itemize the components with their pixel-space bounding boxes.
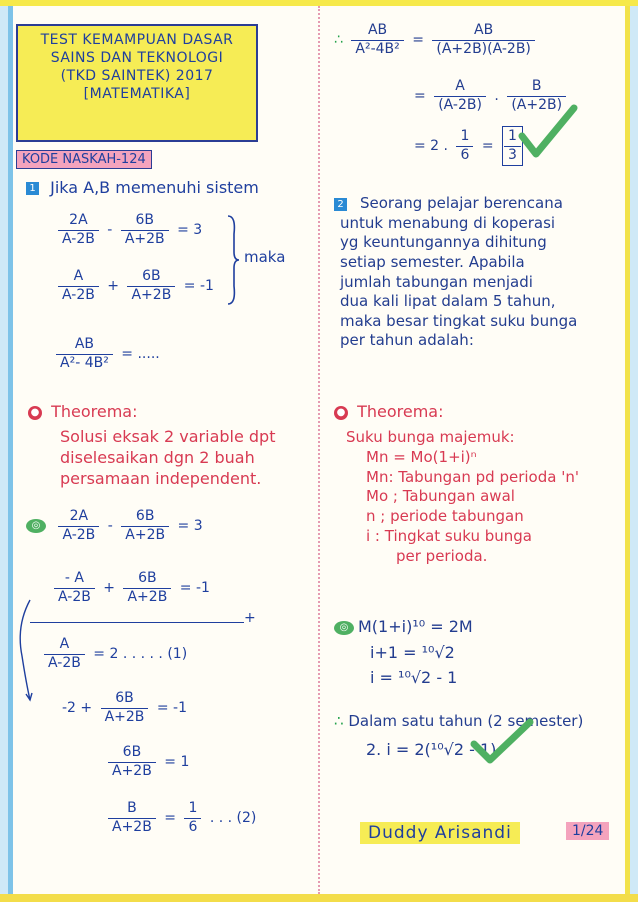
theorem2-title-row	[334, 402, 444, 422]
step-eq1	[26, 508, 203, 544]
eq1-den1: A-2B	[62, 230, 95, 247]
sol1-l1-num2: AB	[432, 22, 535, 41]
step2-op: +	[103, 580, 116, 596]
res3-den: A+2B	[112, 762, 152, 779]
step2-rhs: = -1	[179, 580, 210, 596]
sol1-l1-den2: (A+2B)(A-2B)	[436, 40, 531, 57]
theorem2-title: Theorema:	[357, 402, 444, 421]
result-2	[62, 690, 187, 726]
solution2-line-2: i+1 = ¹⁰√2	[370, 642, 455, 662]
eq1-num2: 6B	[121, 212, 169, 231]
theorem1-title-row	[28, 402, 138, 422]
checkmark-icon	[518, 104, 578, 160]
eq1-op: -	[107, 222, 113, 238]
title-line-4: [MATEMATIKA]	[83, 85, 191, 102]
theorem1-bullet-icon: ●	[28, 406, 42, 420]
sol1-l3-num1: 1	[456, 128, 473, 147]
theorem2-line-2: Mn = Mo(1+i)ⁿ	[366, 447, 477, 466]
problem2-line-3: yg keuntungannya dihitung	[340, 233, 547, 252]
problem1-statement: Jika A,B memenuhi sistem	[50, 178, 259, 197]
res1-num: A	[44, 636, 85, 655]
step2-num1: - A	[54, 570, 95, 589]
step2-den2: A+2B	[127, 588, 168, 605]
sol1-l3-den1: 6	[460, 146, 470, 163]
solution1-line1	[334, 22, 539, 58]
sol1-l2-eq: =	[414, 88, 426, 104]
solution2-bullet-icon: ◎	[334, 621, 354, 635]
sol1-l1-den: A²-4B²	[355, 40, 400, 57]
system-eq2	[54, 268, 214, 304]
step1-num1: 2A	[58, 508, 99, 527]
step1-den2: A+2B	[125, 526, 166, 543]
theorem1-text	[60, 426, 275, 489]
theorem2-line-6: i : Tingkat suku bunga	[366, 526, 532, 545]
problem2-number: 2	[334, 198, 347, 211]
problem2-line-8: per tahun adalah:	[340, 331, 474, 350]
sol1-l1-eq: =	[412, 32, 424, 48]
theorem1-title: Theorema:	[51, 402, 138, 421]
res4-den: A+2B	[112, 818, 152, 835]
plus-sign: +	[244, 610, 256, 626]
sol1-l3-num2: 1	[504, 128, 521, 147]
problem1-statement-row	[26, 178, 259, 198]
problem2-line-7: maka besar tingkat suku bunga	[340, 311, 578, 330]
theorem1-line-3: persamaan independent.	[60, 469, 262, 489]
title-line-2: SAINS DAN TEKNOLOGI	[50, 49, 224, 66]
ask-den: A²- 4B²	[60, 354, 109, 371]
step1-den1: A-2B	[62, 526, 96, 543]
res4-rhs-num: 1	[184, 800, 201, 819]
theorem1-line-2: diselesaikan dgn 2 buah	[60, 448, 255, 468]
sol1-l2-dot: .	[494, 88, 499, 104]
sol1-l1-num: AB	[351, 22, 403, 41]
sol1-l2-den2: (A+2B)	[511, 96, 563, 113]
sum-line	[30, 622, 244, 623]
result-1	[40, 636, 187, 672]
theorem2-line-5: n ; periode tabungan	[366, 507, 524, 526]
res4-rhs-den: 6	[188, 818, 198, 835]
sol1-l3-eq2: =	[481, 138, 494, 154]
res2-den: A+2B	[104, 708, 145, 725]
theorem1-line-1: Solusi eksak 2 variable dpt	[60, 427, 276, 446]
page-number: 1/24	[566, 822, 609, 840]
eq1-den2: A+2B	[124, 230, 165, 247]
maka-label: maka	[244, 248, 286, 266]
theorem2-line-3: Mn: Tabungan pd perioda 'n'	[366, 467, 579, 486]
theorem2-line-7: per perioda.	[396, 546, 488, 565]
solution1-line3	[414, 126, 527, 166]
test-title-box	[16, 24, 258, 142]
res4-num: B	[108, 800, 156, 819]
problem2-line-4: setiap semester. Apabila	[340, 252, 525, 271]
problem2-text	[334, 194, 577, 351]
eq2-den2: A+2B	[131, 286, 172, 303]
therefore-icon: ∴	[334, 32, 343, 48]
author-name: Duddy Arisandi	[360, 822, 520, 844]
final-intro-row	[334, 712, 583, 731]
sol1-l2-num1: A	[434, 78, 486, 97]
res1-den: A-2B	[48, 654, 81, 671]
theorem2-bullet-icon: ●	[334, 406, 348, 420]
problem2-line-1: Seorang pelajar berencana	[360, 194, 563, 212]
sol1-l3-den2: 3	[508, 146, 517, 163]
eq2-op: +	[107, 278, 120, 294]
system-eq1	[54, 212, 202, 248]
res3-num: 6B	[108, 744, 156, 763]
ask-rhs: = .....	[121, 346, 160, 362]
column-divider	[318, 6, 320, 894]
step-bullet-icon: ◎	[26, 519, 46, 533]
title-line-1: TEST KEMAMPUAN DASAR	[40, 32, 234, 48]
theorem2-line-1: Suku bunga majemuk:	[346, 428, 515, 446]
step1-op: -	[107, 518, 113, 534]
final-equation: 2. i = 2(¹⁰√2 - 1)	[366, 740, 497, 759]
kode-naskah-badge: KODE NASKAH-124	[16, 150, 152, 169]
title-line-3: (TKD SAINTEK) 2017	[60, 67, 214, 84]
res1-rhs: = 2 . . . . . (1)	[93, 646, 188, 662]
solution2-lines	[334, 614, 473, 691]
result-3	[104, 744, 189, 780]
res2-pre: -2 +	[62, 700, 93, 716]
res3-rhs: = 1	[164, 754, 190, 770]
step1-rhs: = 3	[177, 518, 203, 534]
sol1-l3-eq: = 2 .	[414, 138, 448, 154]
eq2-rhs: = -1	[183, 278, 214, 294]
sol1-l2-num2: B	[507, 78, 566, 97]
ask-num: AB	[56, 336, 113, 355]
eq2-den1: A-2B	[62, 286, 95, 303]
eq1-rhs: = 3	[177, 222, 203, 238]
result-4: $\frac{B}{A+2B}$ = $\frac{1}{6}$ . . . (2)	[104, 800, 256, 836]
step-eq2	[50, 570, 210, 606]
sol1-l2-den1: (A-2B)	[438, 96, 482, 113]
res4-tag: . . . (2)	[209, 810, 257, 826]
solution2-line-3: i = ¹⁰√2 - 1	[370, 668, 458, 688]
problem2-line-5: jumlah tabungan menjadi	[340, 272, 533, 291]
step2-num2: 6B	[123, 570, 171, 589]
step2-den1: A-2B	[58, 588, 91, 605]
theorem2-line-4: Mo ; Tabungan awal	[366, 487, 515, 506]
problem1-number: 1	[26, 182, 39, 195]
eq1-num1: 2A	[58, 212, 99, 231]
final-checkmark-icon	[470, 716, 534, 766]
eq2-num2: 6B	[127, 268, 175, 287]
final-therefore-icon: ∴	[334, 712, 344, 730]
res2-rhs: = -1	[156, 700, 188, 716]
substitution-arrow-icon	[14, 596, 34, 704]
system-brace-icon	[226, 214, 240, 306]
theorem2-lines	[346, 428, 579, 567]
step1-num2: 6B	[121, 508, 169, 527]
problem2-line-6: dua kali lipat dalam 5 tahun,	[340, 292, 556, 311]
res2-num: 6B	[101, 690, 149, 709]
ask-expression	[52, 336, 160, 372]
eq2-num1: A	[58, 268, 99, 287]
solution2-line-1: M(1+i)¹⁰ = 2M	[358, 617, 473, 636]
bottom-color-band	[0, 894, 638, 902]
final-intro: Dalam satu tahun (2 semester)	[348, 712, 584, 730]
problem2-line-2: untuk menabung di koperasi	[340, 213, 556, 232]
